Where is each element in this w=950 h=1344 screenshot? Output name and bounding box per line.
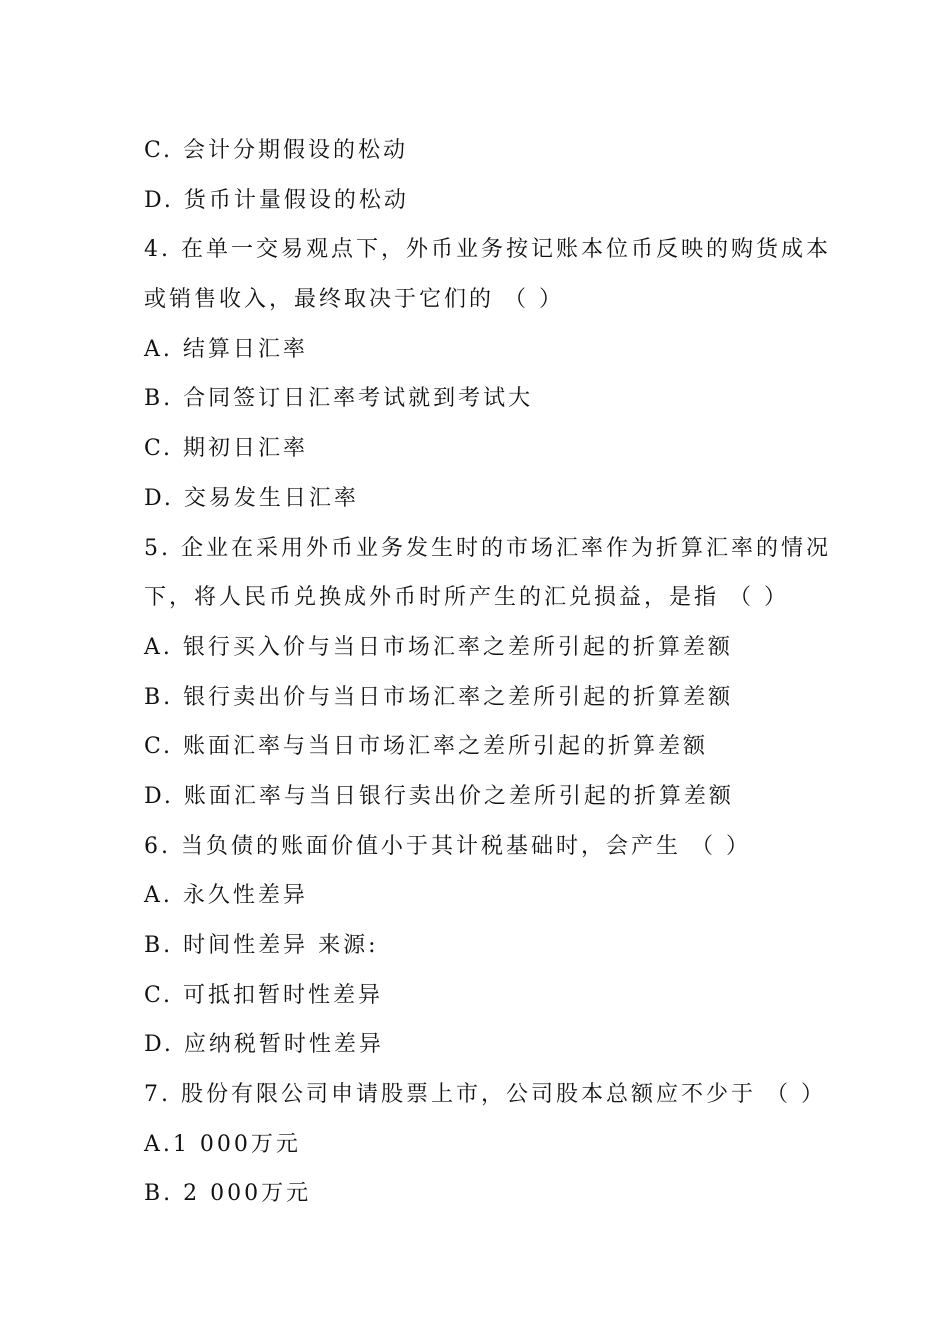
question-4-line-2: 或销售收入，最终取决于它们的 （ ） [144, 287, 564, 313]
option-6a: A. 永久性差异 [144, 883, 308, 909]
option-7a: A.1 000万元 [144, 1131, 301, 1157]
option-5c: C. 账面汇率与当日市场汇率之差所引起的折算差额 [144, 734, 709, 760]
option-6b: B. 时间性差异 来源: [144, 933, 379, 958]
option-4c: C. 期初日汇率 [144, 436, 309, 462]
option-4a: A. 结算日汇率 [144, 336, 308, 362]
option-4b: B. 合同签订日汇率考试就到考试大 [144, 386, 534, 412]
option-6c: C. 可抵扣暂时性差异 [144, 982, 384, 1008]
document-body [144, 126, 831, 1219]
option-5a: A. 银行买入价与当日市场汇率之差所引起的折算差额 [144, 634, 733, 660]
question-6: 6. 当负债的账面价值小于其计税基础时，会产生 （ ） [144, 833, 751, 859]
option-5d: D. 账面汇率与当日银行卖出价之差所引起的折算差额 [144, 783, 734, 809]
question-5-line-1: 5. 企业在采用外币业务发生时的市场汇率作为折算汇率的情况 [144, 535, 831, 561]
question-5-line-2: 下，将人民币兑换成外币时所产生的汇兑损益，是指 （ ） [144, 585, 789, 611]
question-4-line-1: 4. 在单一交易观点下，外币业务按记账本位币反映的购货成本 [144, 237, 831, 263]
option-4d: D. 交易发生日汇率 [144, 485, 359, 511]
option-3d: D. 货币计量假设的松动 [144, 187, 409, 213]
option-6d: D. 应纳税暂时性差异 [144, 1032, 384, 1058]
question-7: 7. 股份有限公司申请股票上市，公司股本总额应不少于 （ ） [144, 1082, 826, 1108]
option-3c: C. 会计分期假设的松动 [144, 138, 409, 163]
option-5b: B. 银行卖出价与当日市场汇率之差所引起的折算差额 [144, 684, 734, 710]
option-7b: B. 2 000万元 [144, 1181, 312, 1207]
